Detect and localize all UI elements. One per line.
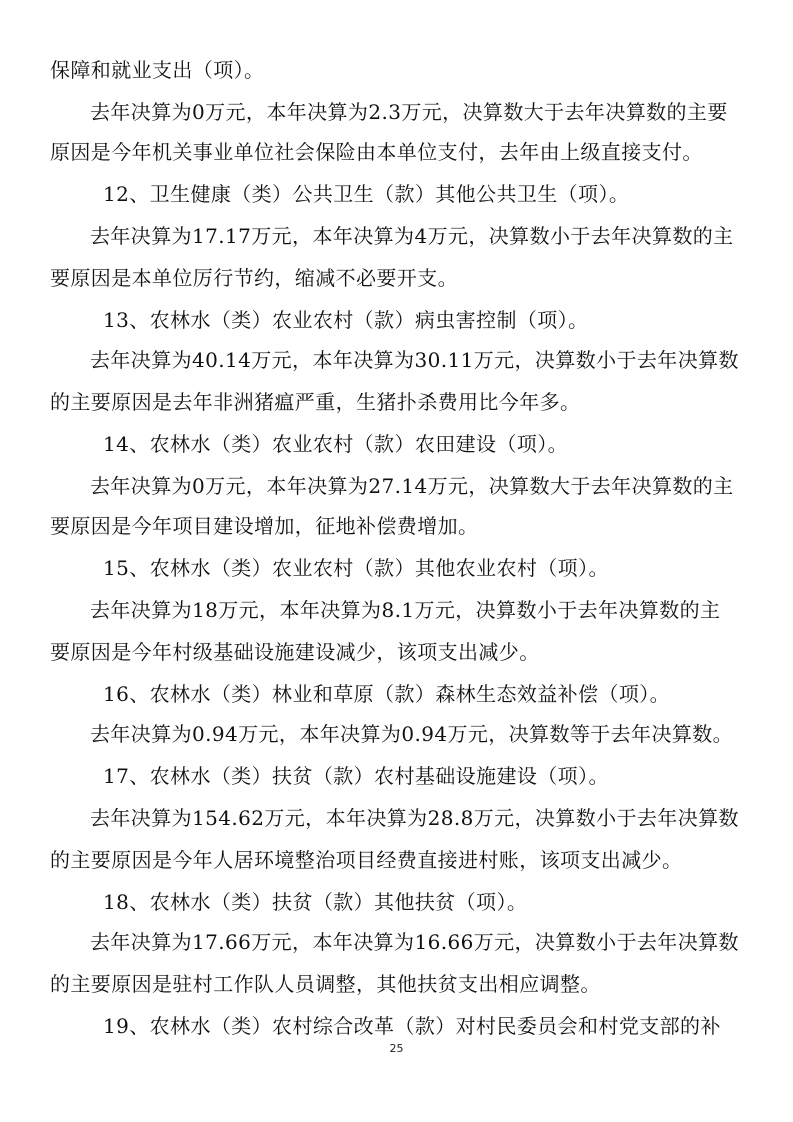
section-heading: 17、农林水（类）扶贫（款）农村基础设施建设（项）。 [103, 764, 609, 788]
text-line: 保障和就业支出（项）。 [50, 58, 265, 82]
text-line: 要原因是今年村级基础设施建设减少，该项支出减少。 [50, 640, 540, 664]
text-line: 去年决算为0.94万元，本年决算为0.94万元，决算数等于去年决算数。 [90, 722, 734, 746]
text-line: 的主要原因是去年非洲猪瘟严重，生猪扑杀费用比今年多。 [50, 390, 581, 414]
text-line: 去年决算为154.62万元，本年决算为28.8万元，决算数小于去年决算数 [90, 806, 739, 830]
section-heading: 13、农林水（类）农业农村（款）病虫害控制（项）。 [103, 308, 589, 332]
text-line: 原因是今年机关事业单位社会保险由本单位支付，去年由上级直接支付。 [50, 140, 703, 164]
text-line: 去年决算为0万元，本年决算为27.14万元，决算数大于去年决算数的主 [90, 474, 734, 498]
text-line: 的主要原因是驻村工作队人员调整，其他扶贫支出相应调整。 [50, 972, 601, 996]
text-line: 的主要原因是今年人居环境整治项目经费直接进村账，该项支出减少。 [50, 848, 683, 872]
section-heading: 16、农林水（类）林业和草原（款）森林生态效益补偿（项）。 [103, 682, 671, 706]
section-heading: 15、农林水（类）农业农村（款）其他农业农村（项）。 [103, 556, 609, 580]
text-line: 去年决算为17.66万元，本年决算为16.66万元，决算数小于去年决算数 [90, 930, 739, 954]
section-heading: 14、农林水（类）农业农村（款）农田建设（项）。 [103, 432, 569, 456]
text-line: 去年决算为40.14万元，本年决算为30.11万元，决算数小于去年决算数 [90, 348, 739, 372]
text-line: 要原因是今年项目建设增加，征地补偿费增加。 [50, 514, 479, 538]
text-line: 去年决算为0万元，本年决算为2.3万元，决算数大于去年决算数的主要 [90, 100, 728, 124]
text-line: 去年决算为17.17万元，本年决算为4万元，决算数小于去年决算数的主 [90, 224, 734, 248]
section-heading: 19、农林水（类）农村综合改革（款）对村民委员会和村党支部的补 [103, 1014, 721, 1038]
text-line: 去年决算为18万元，本年决算为8.1万元，决算数小于去年决算数的主 [90, 598, 721, 622]
section-heading: 18、农林水（类）扶贫（款）其他扶贫（项）。 [103, 890, 528, 914]
section-heading: 12、卫生健康（类）公共卫生（款）其他公共卫生（项）。 [103, 182, 630, 206]
page-number: 25 [389, 1042, 404, 1055]
text-line: 要原因是本单位厉行节约，缩减不必要开支。 [50, 266, 458, 290]
